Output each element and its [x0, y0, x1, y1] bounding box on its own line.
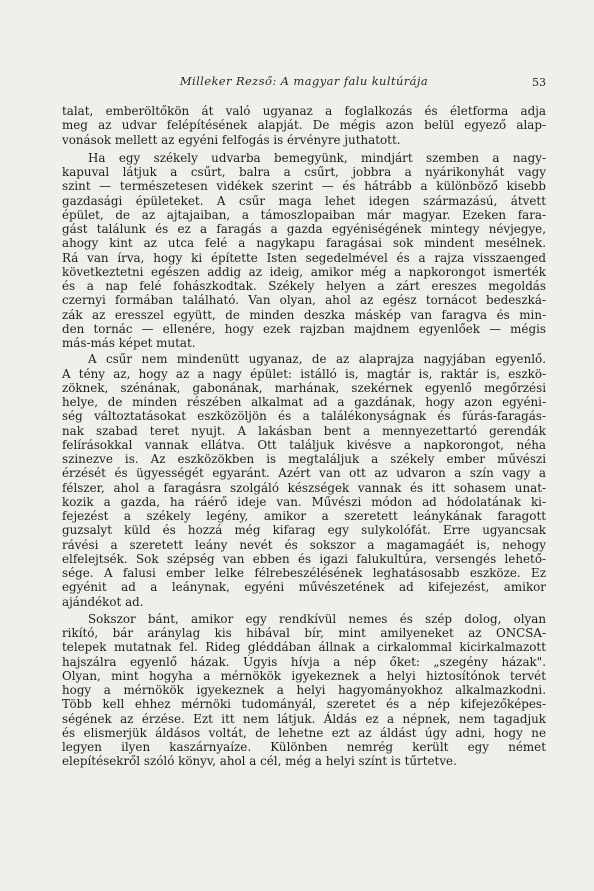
paragraph	[62, 104, 546, 147]
running-title: Milleker Rezső: A magyar falu kultúrája	[179, 74, 429, 88]
text-line: A tény az, hogy az a nagy épület: istálló is, magtár is, raktár is, eszkö-	[62, 366, 546, 381]
text-line: épület, de az ajtajaiban, a támoszlopaiban már magyar. Ezeken fara-	[62, 207, 546, 222]
text-line: legyen ilyen kaszárnyaíze. Különben nemrég került egy német	[62, 740, 546, 754]
text-line: következtetni egészen addig az ideig, amikor még a napkorongot ismerték	[62, 264, 546, 279]
text-line: gazdasági épületeket. A csűr maga lehet idegen származású, átvett	[62, 193, 546, 208]
text-line: gást találunk és ez a faragás a gazda egyéniségének mintegy névjegye,	[62, 222, 546, 236]
text-line: A csűr nem mindenütt ugyanaz, de az alaprajza nagyjában egyenlő.	[88, 352, 546, 367]
text-line: ahogy kint az utca felé a nagykapu faragásai sok mindent mesélnek.	[62, 236, 546, 251]
paragraph	[62, 352, 546, 609]
text-line: ajándékot ad.	[62, 594, 144, 609]
text-line: szinezve is. Az eszközökben is megtaláljuk a székely ember művészi	[62, 452, 546, 466]
text-line: Sokszor bánt, amikor egy rendkívül nemes és szép dolog, olyan	[88, 611, 546, 626]
text-line: talat, emberöltőkön át való ugyanaz a foglalkozás és életforma adja	[62, 104, 546, 118]
text-line: egyénit ad a leánynak, egyéni művészetének ad kifejezést, amikor	[62, 580, 546, 595]
text-line: Olyan, mint hogyha a mérnökök igyekeznek a helyi hiztosítónok tervét	[62, 668, 546, 683]
text-line: rávési a szeretett leány nevét és sokszor a magamagáét is, nehogy	[62, 537, 546, 552]
text-line: zöknek, szénának, gabonának, marhának, szekérnek egyenlő megőrzési	[62, 380, 546, 395]
text-line: hajszálra egyenlő házak. Úgyis hívja a nép őket: „szegény házak".	[62, 654, 546, 669]
text-line: felírásokkal vannak ellátva. Ott találjuk kivésve a napkorongot, néha	[62, 437, 546, 452]
text-line: sége. A falusi ember lelke félrebeszélésének leghatásosabb eszköze. Ez	[62, 566, 546, 580]
text-line: ségének az érzése. Ezt itt nem látjuk. Áldás ez a népnek, nem tagadjuk	[62, 711, 546, 726]
text-line: félszer, ahol a faragásra szolgáló készségek vannak és itt sohasem unat-	[62, 480, 546, 495]
text-line: és a nap felé fohászkodtak. Székely helyen a zárt ereszes megoldás	[62, 279, 546, 293]
text-line: guzsalyt küld és hozzá még kifarag egy sulykolófát. Erre ugyancsak	[62, 523, 546, 538]
text-line: nak szabad teret nyujt. A lakásban bent a mennyezettartó gerendák	[62, 423, 546, 438]
page-number: 53	[532, 76, 546, 89]
text-line: kozik a gazda, ha ráérő ideje van. Művészi módon ad hódolatának ki-	[62, 494, 546, 509]
text-line: zák az eresszel együtt, de minden deszka máskép van faragva és min-	[62, 307, 546, 322]
text-line: elfelejtsék. Sok szépség van ebben és igazi falukultúra, versengés lehető-	[62, 551, 546, 566]
text-line: rikító, bár aránylag kis hibával bír, mint amilyeneket az ONCSA-	[62, 626, 546, 640]
text-line: érzését és ügyességét egyaránt. Azért van ott az udvaron a szín vagy a	[62, 466, 546, 481]
text-line: fejezést a székely legény, amikor a szeretett leánykának faragott	[62, 509, 546, 523]
text-line: Több kell ehhez mérnöki tudományál, szeretet és a nép kifejezőképes-	[62, 697, 546, 712]
running-header	[62, 74, 546, 90]
text-line: Rá van írva, hogy ki építette Isten segedelmével és a rajza visszaenged	[62, 250, 546, 265]
text-line: den tornác — ellenére, hogy ezek rajzban majdnem egyenlőek — mégis	[62, 321, 546, 336]
text-line: meg az udvar felépítésének alapját. De mégis azon belül egyező alap-	[62, 118, 546, 133]
paragraph	[62, 612, 546, 769]
text-line: kapuval látjuk a csűrt, balra a csűrt, jobbra a nyárikonyhát vagy	[62, 165, 546, 179]
paragraph	[62, 151, 546, 351]
text-line: hogy a mérnökök igyekeznek a helyi hagyományokhoz alkalmazkodni.	[62, 683, 546, 697]
text-line: helye, de minden részében alkalmat ad a gazdának, hogy azon egyéni-	[62, 395, 546, 409]
text-line: vonások mellett az egyéni felfogás is érvényre juthatott.	[62, 132, 401, 147]
text-line: és elismerjük áldásos voltát, de lehetne ezt az áldást úgy adni, hogy ne	[62, 725, 546, 740]
text-line: elepítésekről szóló könyv, ahol a cél, még a helyi színt is tűrtetve.	[62, 754, 457, 769]
text-line: czernyi formában található. Van olyan, ahol az egész tornácot bedeszká-	[62, 293, 546, 308]
text-line: szint — természetesen vidékek szerint — és hátrább a különböző kisebb	[62, 179, 546, 194]
text-line: más-más képet mutat.	[62, 336, 196, 350]
body-text	[62, 104, 546, 769]
text-line: Ha egy székely udvarba bemegyünk, mindjárt szemben a nagy-	[88, 150, 546, 165]
text-line: telepek mutatnak fel. Rideg gléddában állnak a cirkalommal kicirkalmazott	[62, 640, 546, 655]
text-line: ség változtatásokat eszközöljön és a találékonyságnak és fúrás-faragás-	[62, 409, 546, 424]
